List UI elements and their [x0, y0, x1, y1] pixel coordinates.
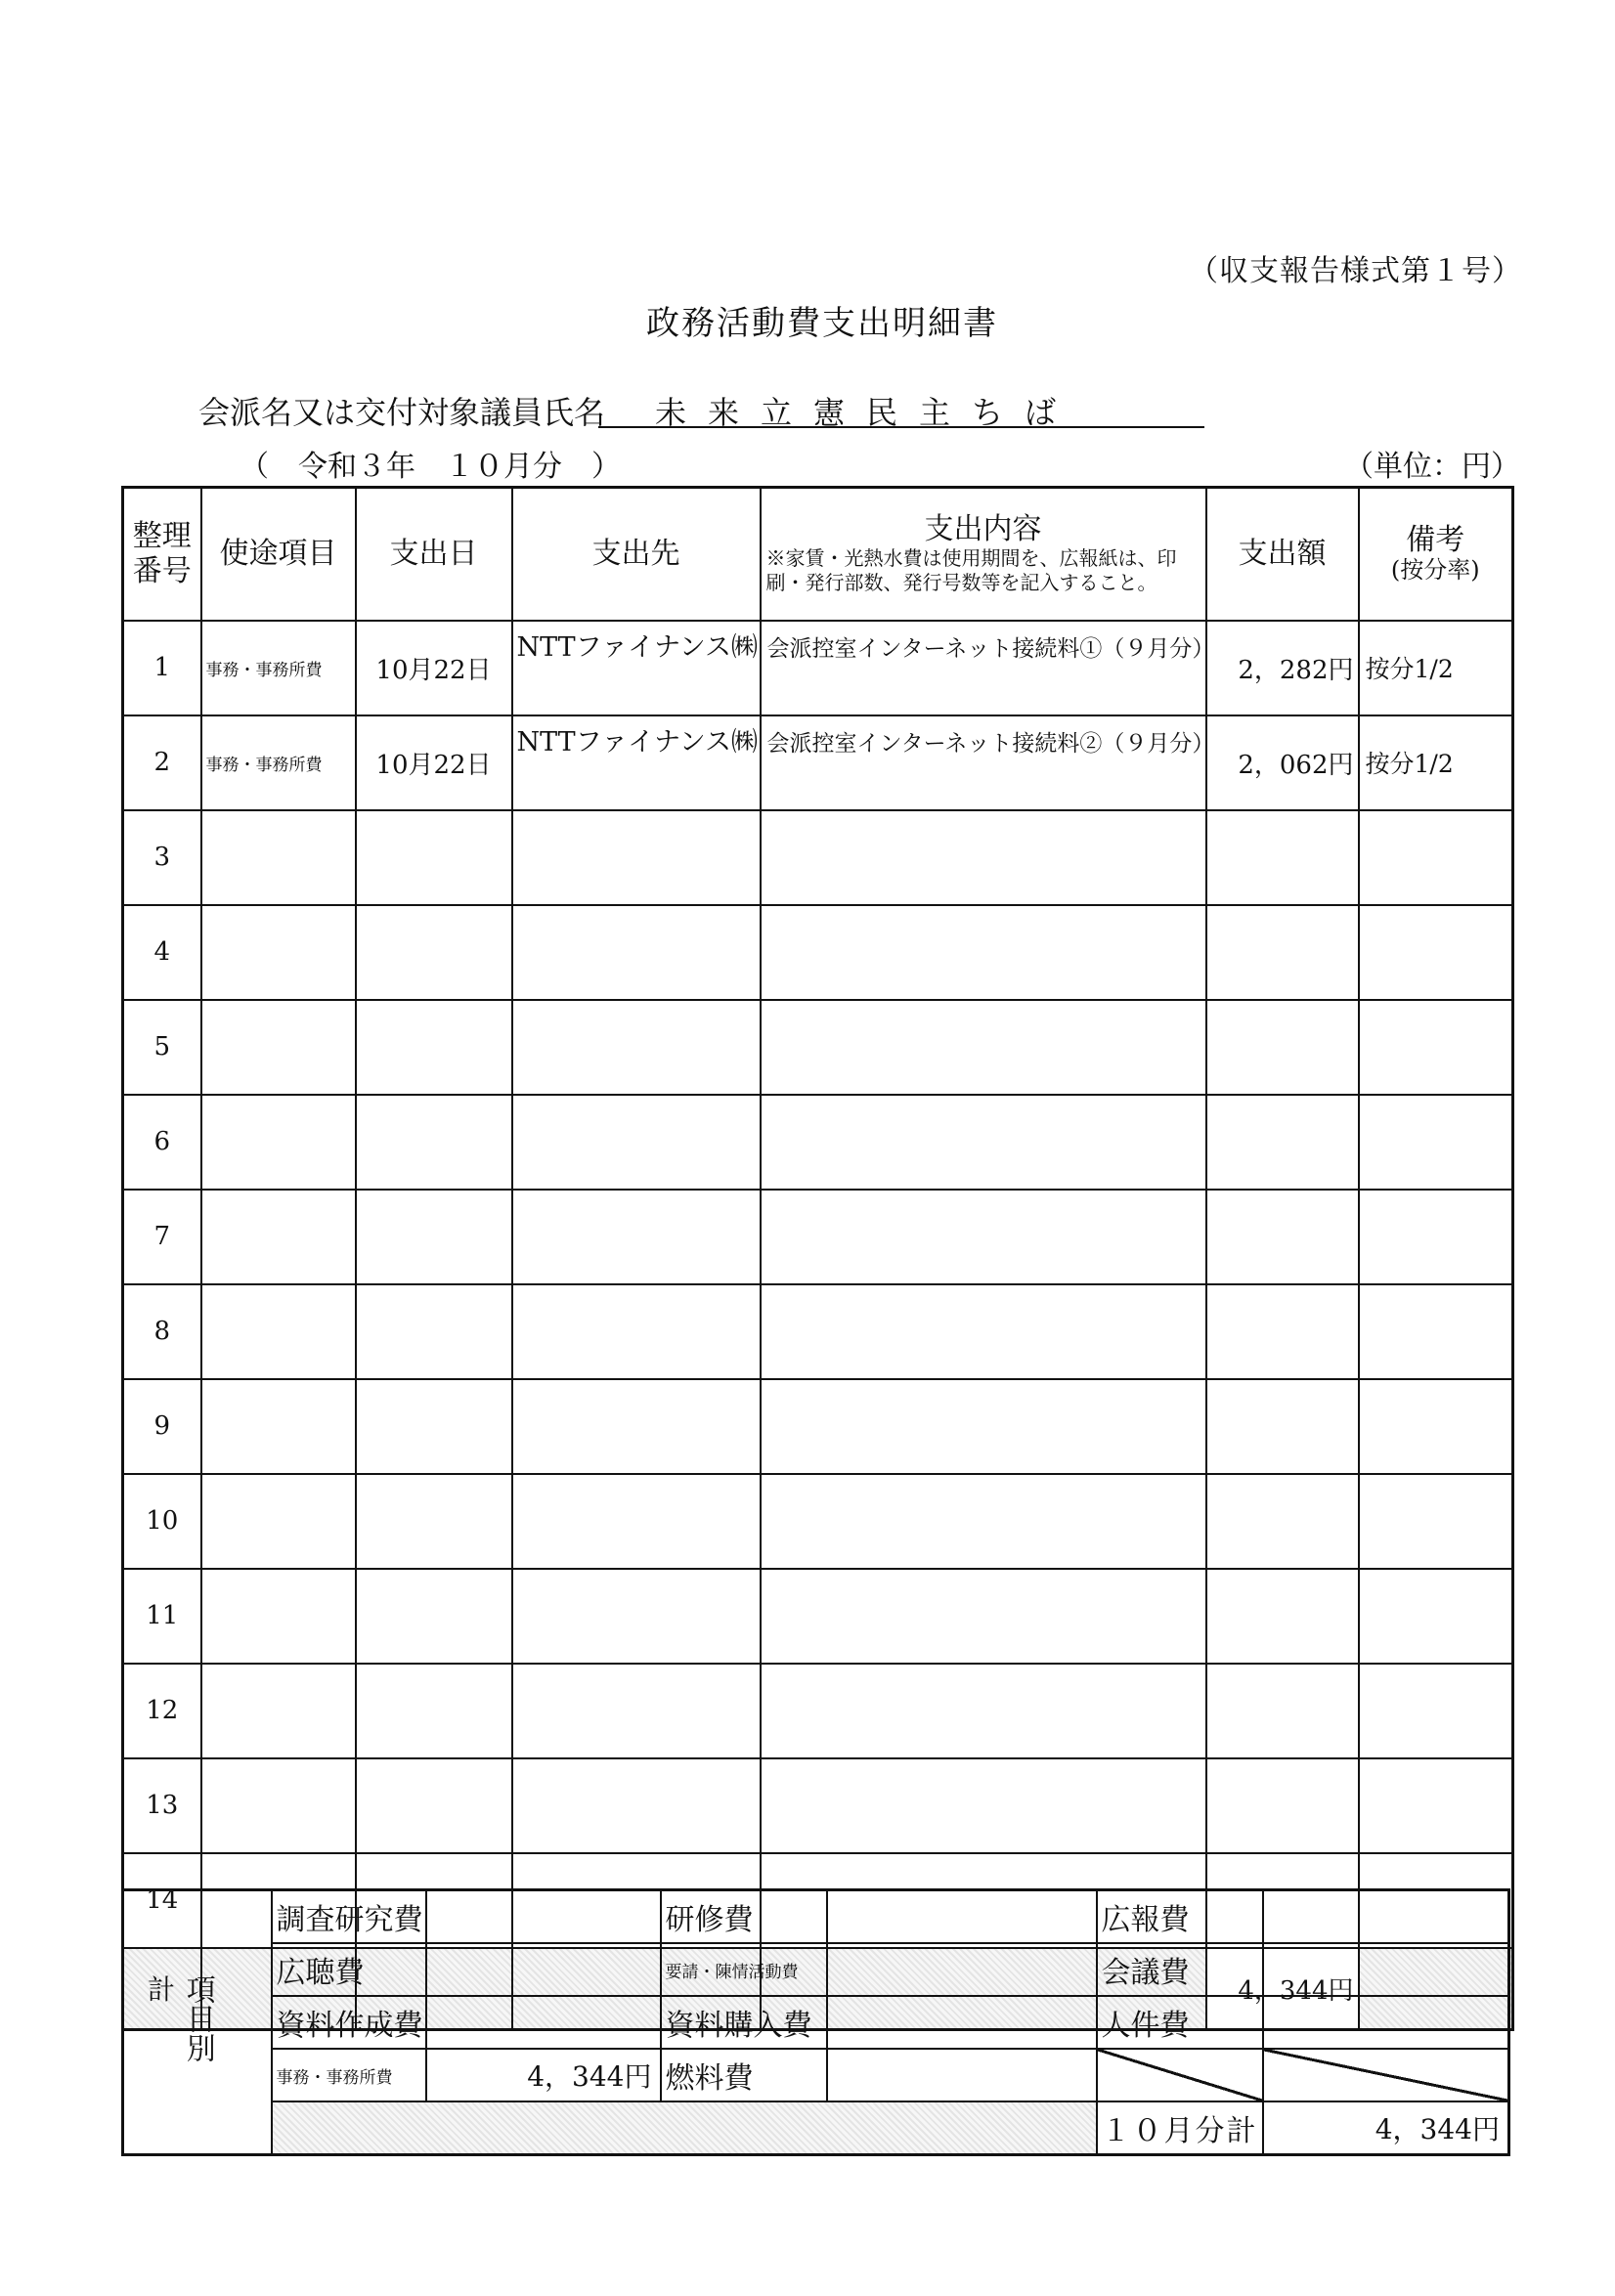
- table-row: [123, 1664, 1513, 1758]
- header-remark: [1359, 488, 1513, 621]
- row-payee: [512, 1000, 761, 1095]
- category-material-purchase: 資料購入費: [661, 1996, 827, 2049]
- row-number: 11: [123, 1569, 201, 1664]
- row-remark: 按分1/2: [1359, 621, 1513, 715]
- category-personnel-value: [1263, 1996, 1509, 2049]
- row-number: 10: [123, 1474, 201, 1569]
- row-date: [356, 1284, 512, 1379]
- row-description: [761, 1758, 1206, 1853]
- row-amount: [1206, 1190, 1359, 1284]
- table-row: [123, 621, 1513, 715]
- row-purpose: [201, 1190, 356, 1284]
- category-petition: 要請・陳情活動費: [661, 1943, 827, 1996]
- row-amount: 2，062円: [1206, 715, 1359, 810]
- row-payee: [512, 1569, 761, 1664]
- row-remark: 按分1/2: [1359, 715, 1513, 810]
- header-remark-title: 備考: [1406, 522, 1465, 557]
- row-number: 14: [123, 1853, 201, 1948]
- row-date: 10月22日: [356, 621, 512, 715]
- table-row: [123, 1379, 1513, 1474]
- row-payee: [512, 1758, 761, 1853]
- row-number: 12: [123, 1664, 201, 1758]
- row-number: 5: [123, 1000, 201, 1095]
- row-description: [761, 1664, 1206, 1758]
- table-row: [123, 1284, 1513, 1379]
- category-side-text: 項目別: [180, 1973, 215, 2062]
- header-description: [761, 488, 1206, 621]
- faction-name: 未来立憲民主ちば: [655, 394, 1078, 431]
- row-remark: [1359, 1095, 1513, 1190]
- row-description: [761, 1474, 1206, 1569]
- row-payee: [512, 1379, 761, 1474]
- header-amount: 支出額: [1206, 488, 1359, 621]
- total-amount: 4，344円: [1206, 1948, 1359, 2030]
- row-remark: [1359, 1569, 1513, 1664]
- row-date: [356, 1000, 512, 1095]
- category-side-label: [123, 1890, 272, 2155]
- row-payee: [512, 905, 761, 1000]
- category-pr: 広報費: [1097, 1890, 1263, 1944]
- row-purpose: [201, 810, 356, 905]
- category-petition-value: [827, 1943, 1097, 1996]
- row-purpose: 事務・事務所費: [201, 621, 356, 715]
- row-number: 4: [123, 905, 201, 1000]
- row-purpose: [201, 1284, 356, 1379]
- category-training: 研修費: [661, 1890, 827, 1944]
- row-purpose: [201, 1664, 356, 1758]
- row-amount: [1206, 1379, 1359, 1474]
- row-amount: [1206, 1095, 1359, 1190]
- header-description-note: ※家賃・光熱水費は使用期間を、広報紙は、印刷・発行部数、発行号数等を記入すること。: [765, 546, 1177, 594]
- category-meeting: 会議費: [1097, 1943, 1263, 1996]
- category-material-creation-value: [426, 1996, 661, 2049]
- table-row: [123, 810, 1513, 905]
- row-purpose: [201, 1379, 356, 1474]
- currency-unit: （単位：円）: [1344, 450, 1520, 484]
- category-material-creation: 資料作成費: [272, 1996, 426, 2049]
- form-number: （収支報告様式第１号）: [1189, 254, 1522, 288]
- row-purpose: [201, 1095, 356, 1190]
- category-hearing: 広聴費: [272, 1943, 426, 1996]
- month-total-value: 4，344円: [1263, 2101, 1509, 2155]
- row-number: 1: [123, 621, 201, 715]
- month-total-label: １０月分計: [1097, 2101, 1263, 2155]
- row-remark: [1359, 1379, 1513, 1474]
- table-row: [123, 1000, 1513, 1095]
- row-remark: [1359, 1474, 1513, 1569]
- row-date: [356, 1379, 512, 1474]
- row-purpose: 事務・事務所費: [201, 715, 356, 810]
- row-number: 6: [123, 1095, 201, 1190]
- row-purpose: [201, 1000, 356, 1095]
- faction-underline: [598, 426, 1204, 428]
- row-description: 会派控室インターネット接続料①（９月分）: [761, 621, 1206, 715]
- row-purpose: [201, 1569, 356, 1664]
- category-hearing-value: [426, 1943, 661, 1996]
- row-date: [356, 905, 512, 1000]
- header-purpose: 使途項目: [201, 488, 356, 621]
- row-date: 10月22日: [356, 715, 512, 810]
- row-description: 会派控室インターネット接続料②（９月分）: [761, 715, 1206, 810]
- category-office-value: 4，344円: [426, 2049, 661, 2101]
- category-meeting-value: [1263, 1943, 1509, 1996]
- row-date: [356, 1190, 512, 1284]
- row-remark: [1359, 1190, 1513, 1284]
- row-number: 8: [123, 1284, 201, 1379]
- row-amount: [1206, 1758, 1359, 1853]
- row-description: [761, 1379, 1206, 1474]
- row-date: [356, 1474, 512, 1569]
- row-remark: [1359, 810, 1513, 905]
- category-research-value: [426, 1890, 661, 1944]
- category-personnel: 人件費: [1097, 1996, 1263, 2049]
- row-amount: [1206, 1569, 1359, 1664]
- row-description: [761, 810, 1206, 905]
- row-amount: [1206, 1664, 1359, 1758]
- row-remark: [1359, 1758, 1513, 1853]
- row-purpose: [201, 1758, 356, 1853]
- row-description: [761, 1000, 1206, 1095]
- table-row: [123, 1758, 1513, 1853]
- report-period: （ 令和３年 １０月分 ）: [240, 450, 621, 484]
- summary-blank: [272, 2101, 1097, 2155]
- header-description-title: 支出内容: [924, 511, 1042, 546]
- category-fuel-value: [827, 2049, 1097, 2101]
- row-number: 2: [123, 715, 201, 810]
- row-amount: [1206, 810, 1359, 905]
- category-office: 事務・事務所費: [272, 2049, 426, 2101]
- row-date: [356, 1664, 512, 1758]
- total-label: 計: [123, 1948, 201, 2030]
- category-training-value: [827, 1890, 1097, 1944]
- row-number: 3: [123, 810, 201, 905]
- row-payee: [512, 1664, 761, 1758]
- category-pr-value: [1263, 1890, 1509, 1944]
- table-row: [123, 905, 1513, 1000]
- row-amount: [1206, 905, 1359, 1000]
- row-date: [356, 810, 512, 905]
- row-number: 7: [123, 1190, 201, 1284]
- row-description: [761, 1190, 1206, 1284]
- row-amount: [1206, 1284, 1359, 1379]
- category-struck-cell: [1097, 2049, 1263, 2101]
- row-purpose: [201, 1474, 356, 1569]
- row-payee: [512, 1190, 761, 1284]
- row-date: [356, 1758, 512, 1853]
- row-remark: [1359, 1000, 1513, 1095]
- table-row: [123, 1569, 1513, 1664]
- row-amount: [1206, 1474, 1359, 1569]
- table-row: [123, 715, 1513, 810]
- row-description: [761, 1569, 1206, 1664]
- category-fuel: 燃料費: [661, 2049, 827, 2101]
- row-payee: [512, 1095, 761, 1190]
- row-number: 9: [123, 1379, 201, 1474]
- row-description: [761, 1095, 1206, 1190]
- table-row: [123, 1190, 1513, 1284]
- document-title: 政務活動費支出明細書: [646, 304, 998, 343]
- row-date: [356, 1095, 512, 1190]
- header-payee: 支出先: [512, 488, 761, 621]
- row-description: [761, 905, 1206, 1000]
- row-amount: [1206, 1000, 1359, 1095]
- row-payee: NTTファイナンス㈱: [512, 715, 761, 810]
- category-material-purchase-value: [827, 1996, 1097, 2049]
- header-no: 整理番号: [123, 488, 201, 621]
- table-row: [123, 1095, 1513, 1190]
- row-amount: 2，282円: [1206, 621, 1359, 715]
- row-date: [356, 1569, 512, 1664]
- row-payee: [512, 1474, 761, 1569]
- expense-detail-table: [121, 486, 1514, 2031]
- table-row: [123, 1474, 1513, 1569]
- category-research: 調査研究費: [272, 1890, 426, 1944]
- row-number: 13: [123, 1758, 201, 1853]
- row-remark: [1359, 1664, 1513, 1758]
- row-description: [761, 1284, 1206, 1379]
- category-summary-table: [121, 1888, 1510, 2156]
- row-purpose: [201, 905, 356, 1000]
- header-remark-sub: (按分率): [1390, 556, 1480, 585]
- row-payee: NTTファイナンス㈱: [512, 621, 761, 715]
- header-date: 支出日: [356, 488, 512, 621]
- row-payee: [512, 1284, 761, 1379]
- row-payee: [512, 810, 761, 905]
- category-struck-cell: [1263, 2049, 1509, 2101]
- row-remark: [1359, 905, 1513, 1000]
- faction-label: 会派名又は交付対象議員氏名: [198, 394, 606, 431]
- row-remark: [1359, 1284, 1513, 1379]
